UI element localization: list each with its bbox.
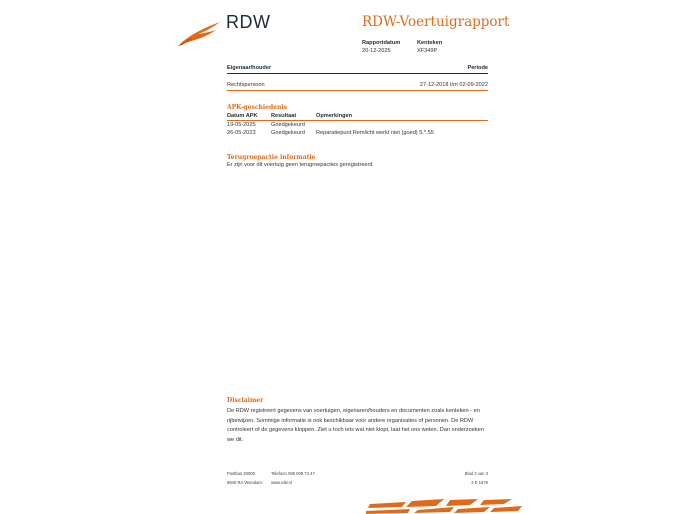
disclaimer-line-2: rijbewijzen. Sommige informatie is ook beschikbaar voor andere organisaties of personen. De RDW xyxy=(227,417,474,424)
apk-row-2-date: 26-05-2023 xyxy=(227,130,256,136)
license-plate-value: XF349P xyxy=(417,48,438,54)
apk-row-2-result: Goedgekeurd xyxy=(271,130,305,136)
apk-col-remarks: Opmerkingen xyxy=(316,113,353,119)
disclaimer-line-4: we dit. xyxy=(227,436,244,443)
logo-text: RDW xyxy=(226,12,271,32)
disclaimer-line-3: controleert of de gegevens kloppen. Ziet u toch iets wat niet klopt, laat het ons weten. Dan onderzoeken xyxy=(227,427,484,433)
report-title: RDW-Voertuigrapport xyxy=(362,14,510,30)
footer-website: www.rdw.nl xyxy=(271,480,292,485)
apk-col-result: Resultaat xyxy=(271,113,297,119)
period-header: Periode xyxy=(467,65,488,71)
license-plate-label: Kenteken xyxy=(417,40,443,46)
disclaimer-line-1: De RDW registreert gegevens van voertuigen, eigenaren/houders en documenten zoals kenteken - en xyxy=(227,408,480,414)
owner-value: Rechtspersoon xyxy=(227,82,265,88)
owner-header-rule xyxy=(227,73,488,74)
footer-page-number: Blad 3 van 3 xyxy=(464,471,488,476)
decorative-stripes-icon xyxy=(366,498,526,514)
report-date-value: 20-12-2025 xyxy=(362,48,391,54)
apk-row-1-result: Goedgekeurd xyxy=(271,122,305,128)
footer-postbus: Postbus 30000 xyxy=(227,471,255,476)
period-value: 27-12-2018 t/m 02-09-2022 xyxy=(419,82,488,88)
footer-city: 9640 RA Veendam xyxy=(227,480,262,485)
apk-col-date: Datum APK xyxy=(227,113,258,119)
apk-row-1-date: 19-05-2025 xyxy=(227,122,256,128)
disclaimer-title: Disclaimer xyxy=(227,397,264,404)
owner-row-rule xyxy=(227,90,488,91)
report-date-label: Rapportdatum xyxy=(362,40,401,46)
footer-code: 3 E 1679 xyxy=(471,480,488,485)
disclaimer-text xyxy=(227,407,487,445)
recall-section-title: Terugroepactie informatie xyxy=(227,154,316,161)
apk-header-rule xyxy=(227,120,488,121)
footer-phone: Telefoon 088 008 74 47 xyxy=(271,471,315,476)
recall-text: Er zijn voor dit voertuig geen terugroepacties geregistreerd xyxy=(227,162,373,168)
apk-section-title: APK-geschiedenis xyxy=(227,104,287,111)
owner-header: Eigenaar/houder xyxy=(227,65,272,71)
rdw-logo-icon xyxy=(176,20,222,48)
apk-row-2-remarks: Reparatiepunt Remlicht werkt niet (goed) 5.*.55 xyxy=(316,130,434,136)
